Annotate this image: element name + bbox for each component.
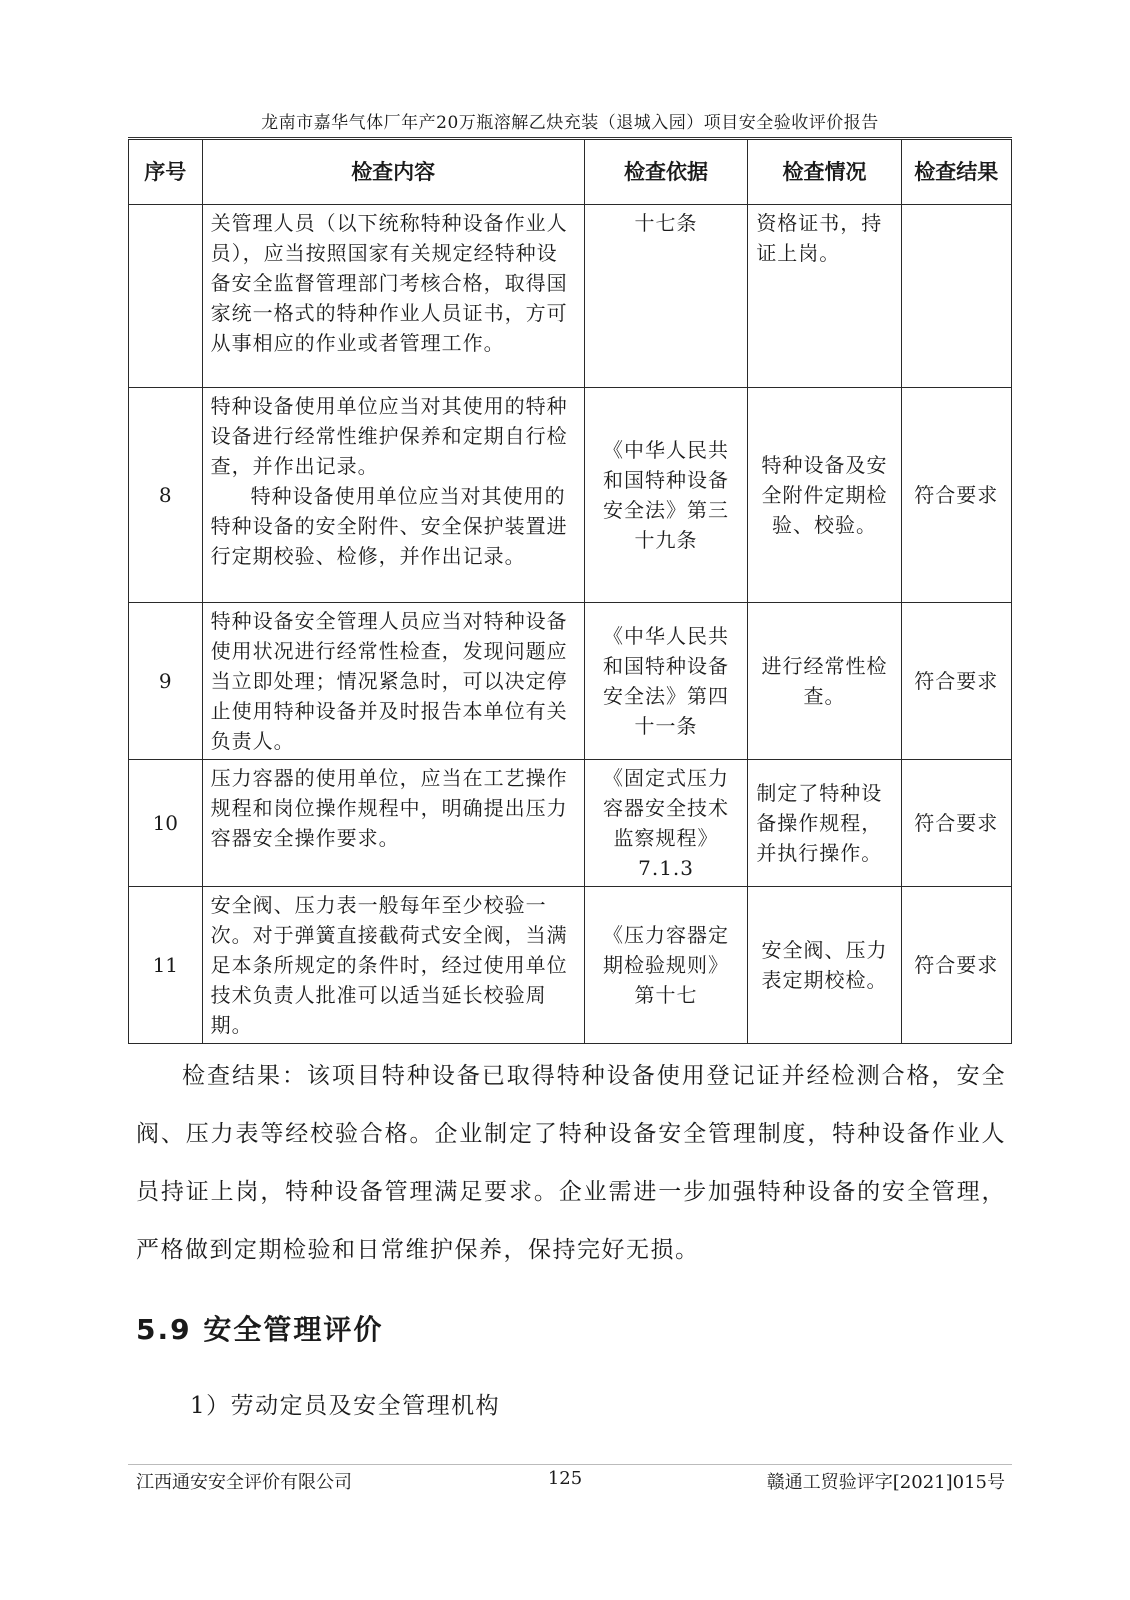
table-row (129, 760, 1012, 887)
row-status: 进行经常性检查。 (748, 603, 901, 760)
row-seq (129, 205, 203, 388)
row-status: 资格证书，持证上岗。 (748, 205, 901, 388)
header-divider (128, 137, 1012, 138)
row-basis: 十七条 (584, 205, 748, 388)
row-content (202, 388, 584, 603)
row-result: 符合要求 (901, 388, 1011, 603)
content-paragraph: 压力容器的使用单位，应当在工艺操作规程和岗位操作规程中，明确提出压力容器安全操作要求。 (210, 766, 568, 850)
row-status: 特种设备及安全附件定期检验、校验。 (748, 388, 901, 603)
inspection-conclusion: 检查结果：该项目特种设备已取得特种设备使用登记证并经检测合格，安全阀、压力表等经校验合格。企业制定了特种设备安全管理制度，特种设备作业人员持证上岗，特种设备管理满足要求。企业需进一步加强特种设备的安全管理，严格做到定期检验和日常维护保养，保持完好无损。 (136, 1063, 1006, 1263)
row-seq: 11 (129, 887, 203, 1044)
subsection-heading: 1）劳动定员及安全管理机构 (190, 1393, 501, 1419)
col-header-status: 检查情况 (748, 140, 901, 205)
report-header-title: 龙南市嘉华气体厂年产20万瓶溶解乙炔充装（退城入园）项目安全验收评价报告 (261, 113, 879, 133)
row-content (202, 760, 584, 887)
table-row (129, 603, 1012, 760)
row-content (202, 603, 584, 760)
row-seq: 9 (129, 603, 203, 760)
section-heading: 5.9 安全管理评价 (136, 1313, 384, 1346)
content-paragraph: 特种设备使用单位应当对其使用的特种设备的安全附件、安全保护装置进行定期校验、检修，并作出记录。 (210, 484, 568, 568)
row-content (202, 205, 584, 388)
row-result (901, 205, 1011, 388)
row-result: 符合要求 (901, 603, 1011, 760)
table-row (129, 388, 1012, 603)
content-paragraph: 关管理人员（以下统称特种设备作业人员），应当按照国家有关规定经特种设备安全监督管理部门考核合格，取得国家统一格式的特种作业人员证书，方可从事相应的作业或者管理工作。 (210, 211, 568, 355)
content-paragraph: 特种设备使用单位应当对其使用的特种设备进行经常性维护保养和定期自行检查，并作出记录。 (210, 394, 568, 478)
row-result: 符合要求 (901, 760, 1011, 887)
inspection-table (128, 139, 1012, 1044)
col-header-result: 检查结果 (901, 140, 1011, 205)
content-paragraph: 特种设备安全管理人员应当对特种设备使用状况进行经常性检查，发现问题应当立即处理；情况紧急时，可以决定停止使用特种设备并及时报告本单位有关负责人。 (210, 609, 568, 753)
content-paragraph: 安全阀、压力表一般每年至少校验一次。对于弹簧直接截荷式安全阀，当满足本条所规定的条件时，经过使用单位技术负责人批准可以适当延长校验周期。 (210, 893, 568, 1037)
table-row (129, 205, 1012, 388)
table-row (129, 887, 1012, 1044)
row-content (202, 887, 584, 1044)
row-seq: 8 (129, 388, 203, 603)
row-basis: 《中华人民共和国特种设备安全法》第四十一条 (584, 603, 748, 760)
row-basis: 《压力容器定期检验规则》第十七 (584, 887, 748, 1044)
row-result: 符合要求 (901, 887, 1011, 1044)
row-status: 制定了特种设备操作规程，并执行操作。 (748, 760, 901, 887)
footer-doc-number: 赣通工贸验评字[2021]015号 (766, 1472, 1005, 1493)
table-header-row (129, 140, 1012, 205)
col-header-basis: 检查依据 (584, 140, 748, 205)
footer-company: 江西通安安全评价有限公司 (136, 1472, 352, 1493)
row-seq: 10 (129, 760, 203, 887)
col-header-seq: 序号 (129, 140, 203, 205)
page-number: 125 (547, 1468, 583, 1489)
row-status: 安全阀、压力表定期校检。 (748, 887, 901, 1044)
col-header-content: 检查内容 (202, 140, 584, 205)
row-basis: 《中华人民共和国特种设备安全法》第三十九条 (584, 388, 748, 603)
footer-divider (128, 1464, 1012, 1465)
row-basis: 《固定式压力容器安全技术监察规程》7.1.3 (584, 760, 748, 887)
